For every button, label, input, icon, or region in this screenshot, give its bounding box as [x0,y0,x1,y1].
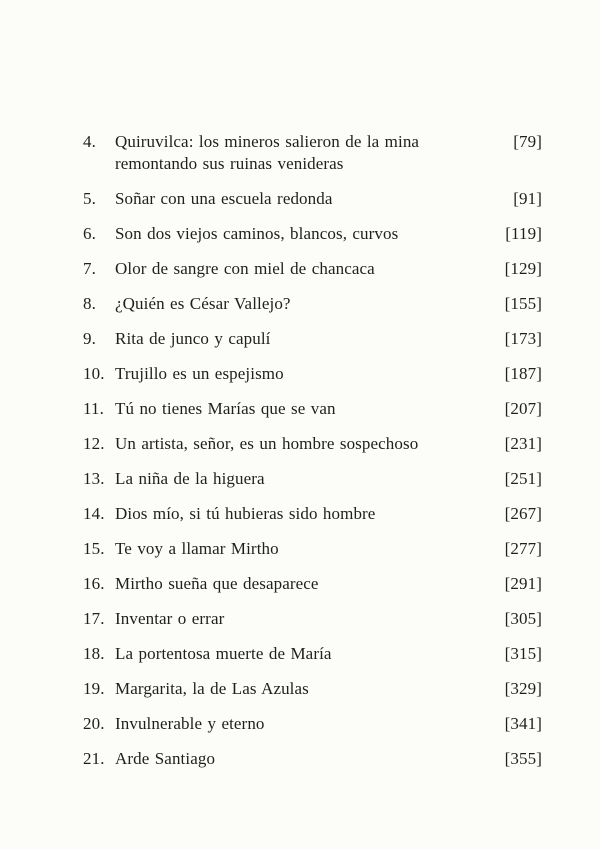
toc-entry-number: 12. [83,434,105,453]
toc-entry-title [115,468,505,490]
toc-entry [83,258,542,280]
toc-entry-number: 6. [83,224,96,243]
toc-entry-number: 19. [83,679,105,698]
toc-entry [83,223,542,245]
toc-entry-page-number: [251] [504,469,542,488]
toc-entry-title [115,643,505,665]
toc-entry-title [115,293,505,315]
toc-entry-title-line: Soñar con una escuela redonda [115,189,333,208]
toc-entry-title-line: Tú no tienes Marías que se van [115,399,336,418]
toc-entry-number: 14. [83,504,105,523]
toc-entry-title-line: Trujillo es un espejismo [115,364,284,383]
toc-entry-number: 4. [83,132,96,151]
toc-entry-title-line: Quiruvilca: los mineros salieron de la mina [115,132,420,151]
toc-entry-title [115,503,505,525]
toc-entry [83,398,542,420]
toc-entry-title [115,258,505,280]
toc-entry [83,188,542,210]
toc-entry-title-line: Arde Santiago [115,749,216,768]
toc-entry-title-line: Son dos viejos caminos, blancos, curvos [115,224,399,243]
toc-entry-page-number: [341] [504,714,542,733]
toc-entry [83,293,542,315]
toc-entry-number: 15. [83,539,105,558]
toc-entry-title [115,538,505,560]
toc-entry-page-number: [129] [504,259,542,278]
toc-entry [83,573,542,595]
toc-entry-title-line: remontando sus ruinas venideras [115,154,344,173]
toc-entry [83,433,542,455]
toc-entry-title-line: Invulnerable y eterno [115,714,265,733]
toc-entry-title [115,223,505,245]
toc-entry-page-number: [267] [504,504,542,523]
toc-list [83,131,542,783]
toc-entry-page-number: [187] [504,364,542,383]
toc-entry-title [115,328,505,350]
toc-entry-page-number: [291] [504,574,542,593]
toc-entry-title [115,398,505,420]
toc-entry [83,643,542,665]
toc-entry-title [115,748,505,770]
toc-entry-page-number: [305] [504,609,542,628]
toc-entry-number: 20. [83,714,105,733]
toc-entry-number: 13. [83,469,105,488]
toc-entry-title-line: Inventar o errar [115,609,225,628]
toc-entry-number: 9. [83,329,96,348]
toc-entry-number: 16. [83,574,105,593]
toc-entry-title-line: La portentosa muerte de María [115,644,332,663]
toc-entry-number: 18. [83,644,105,663]
toc-entry-title-line: Olor de sangre con miel de chancaca [115,259,375,278]
toc-entry-page-number: [91] [513,189,542,208]
toc-entry-title [115,363,505,385]
toc-entry-number: 8. [83,294,96,313]
toc-entry-page-number: [231] [504,434,542,453]
toc-entry-title [115,608,505,630]
toc-entry-page-number: [79] [513,132,542,151]
toc-entry-page-number: [173] [504,329,542,348]
toc-entry [83,608,542,630]
toc-entry-title [115,573,505,595]
toc-entry-page-number: [355] [504,749,542,768]
toc-entry-title-line: Te voy a llamar Mirtho [115,539,279,558]
toc-entry-title [115,433,505,455]
toc-entry-page-number: [207] [504,399,542,418]
toc-entry-title-line: Dios mío, si tú hubieras sido hombre [115,504,376,523]
toc-entry [83,328,542,350]
toc-entry [83,748,542,770]
toc-entry-title [115,678,505,700]
toc-entry-page-number: [155] [504,294,542,313]
toc-entry-title [115,131,513,175]
toc-entry-page-number: [315] [504,644,542,663]
toc-entry-number: 10. [83,364,105,383]
toc-entry [83,468,542,490]
toc-entry-title [115,188,513,210]
toc-entry-title-line: Mirtho sueña que desaparece [115,574,319,593]
toc-entry [83,713,542,735]
toc-entry [83,538,542,560]
toc-entry-title-line: ¿Quién es César Vallejo? [115,294,291,313]
toc-entry-title-line: Un artista, señor, es un hombre sospechoso [115,434,419,453]
toc-entry-number: 5. [83,189,96,208]
toc-entry [83,678,542,700]
toc-entry [83,363,542,385]
toc-entry-page-number: [329] [504,679,542,698]
toc-entry-title-line: Margarita, la de Las Azulas [115,679,309,698]
toc-entry-number: 11. [83,399,104,418]
toc-entry-page-number: [277] [504,539,542,558]
toc-entry-number: 17. [83,609,105,628]
toc-entry [83,503,542,525]
toc-entry-title-line: La niña de la higuera [115,469,265,488]
toc-entry-number: 21. [83,749,105,768]
toc-entry-title-line: Rita de junco y capulí [115,329,271,348]
toc-entry-number: 7. [83,259,96,278]
toc-entry-page-number: [119] [505,224,542,243]
toc-entry [83,131,542,175]
toc-entry-title [115,713,505,735]
